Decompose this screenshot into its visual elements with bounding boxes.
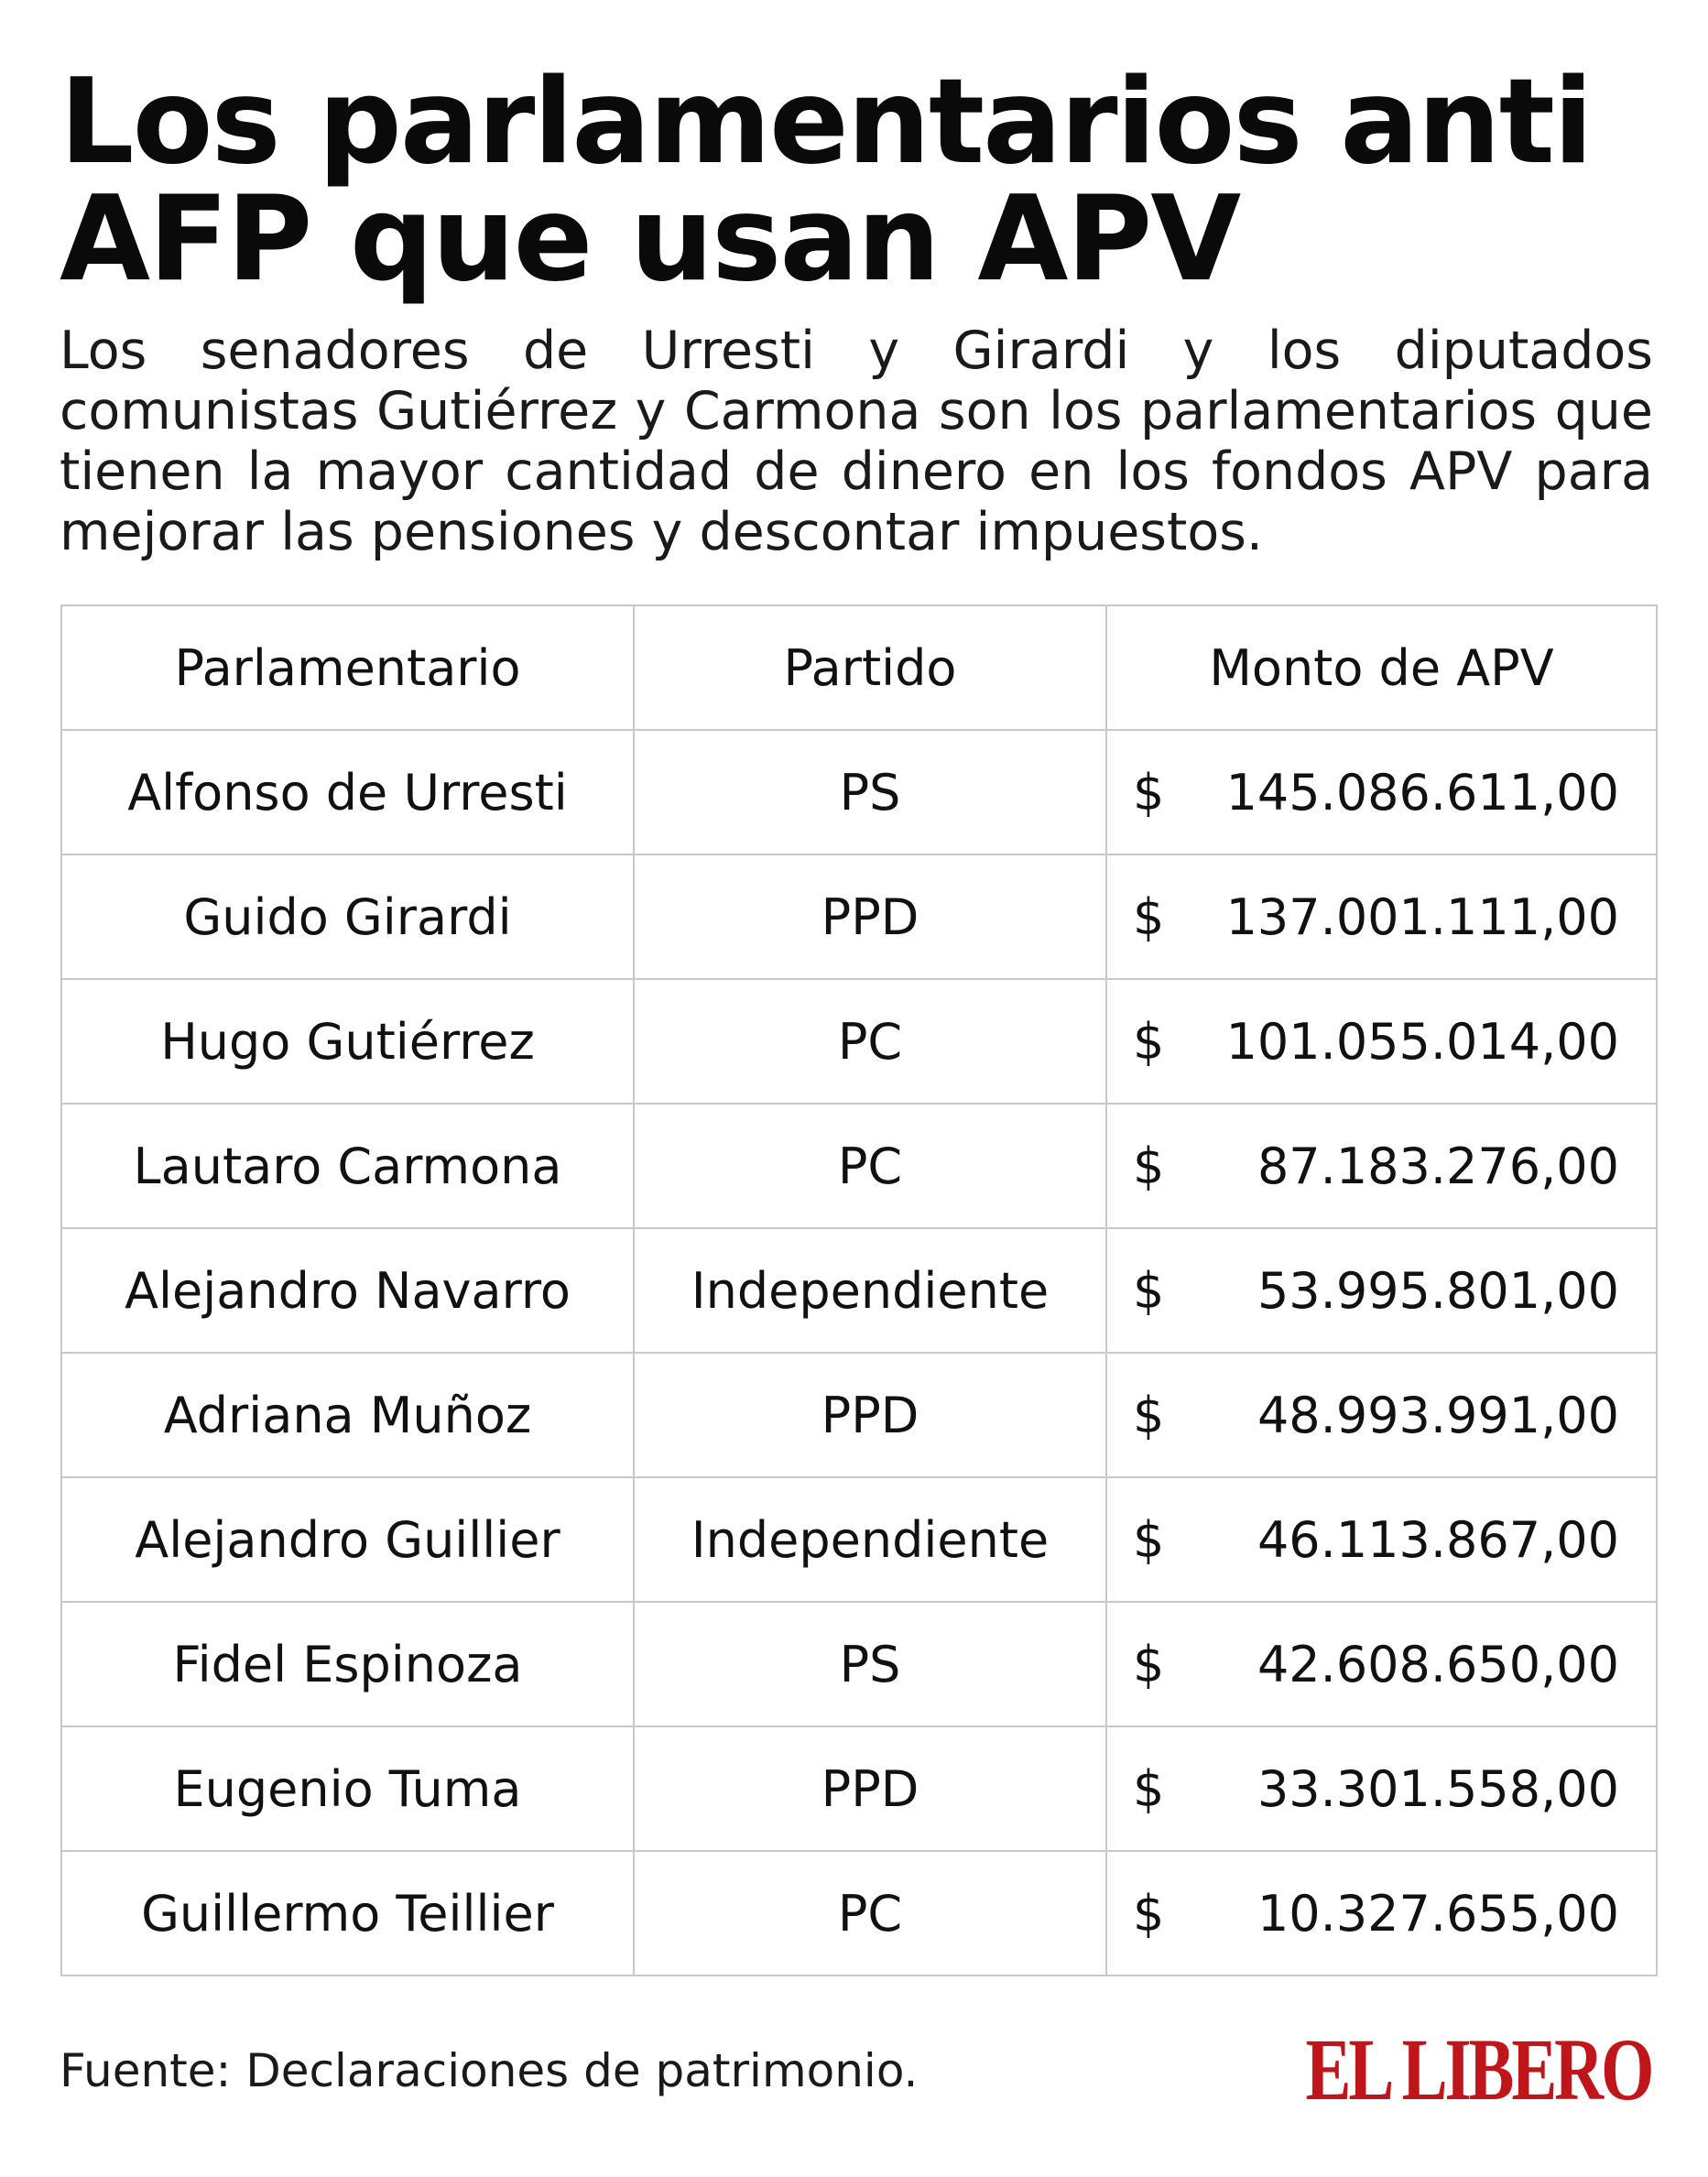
table-row [61,730,1657,854]
money-value [1107,1387,1656,1444]
table-row [61,979,1657,1104]
cell-monto [1106,730,1657,854]
cell-partido: PPD [634,1353,1106,1477]
currency-symbol: $ [1133,1635,1165,1693]
cell-parlamentario: Adriana Muñoz [61,1353,634,1477]
cell-parlamentario: Lautaro Carmona [61,1104,634,1228]
header-monto: Monto de APV [1106,605,1657,730]
amount-value: 145.086.611,00 [1225,763,1619,822]
table-row [61,1477,1657,1602]
currency-symbol: $ [1133,1012,1165,1071]
table-header-row [61,605,1657,730]
money-value [1107,764,1656,822]
table-row [61,1602,1657,1726]
table-row [61,1353,1657,1477]
table-row [61,854,1657,979]
amount-value: 101.055.014,00 [1225,1012,1619,1071]
table-body [61,730,1657,1976]
cell-partido: PC [634,979,1106,1104]
cell-monto [1106,1602,1657,1726]
cell-partido: PS [634,730,1106,854]
money-value [1107,1511,1656,1569]
header-parlamentario: Parlamentario [61,605,634,730]
money-value [1107,1636,1656,1693]
table-row [61,1726,1657,1851]
title-line-2: AFP que usan APV [60,171,1240,308]
page-title [60,54,1653,308]
cell-parlamentario: Guillermo Teillier [61,1851,634,1976]
header-partido: Partido [634,605,1106,730]
currency-symbol: $ [1133,1759,1165,1818]
cell-partido: PS [634,1602,1106,1726]
cell-parlamentario: Hugo Gutiérrez [61,979,634,1104]
cell-parlamentario: Alejandro Guillier [61,1477,634,1602]
amount-value: 137.001.111,00 [1225,887,1619,946]
money-value [1107,1760,1656,1818]
amount-value: 48.993.991,00 [1257,1386,1619,1444]
table-row [61,1228,1657,1353]
cell-parlamentario: Guido Girardi [61,854,634,979]
cell-monto [1106,1228,1657,1353]
infographic [60,54,1653,562]
subtitle: Los senadores de Urresti y Girardi y los diputados comunistas Gutiérrez y Carmona son los parlamentarios que tienen la mayor cantidad de dinero en los fondos APV para mejorar las pensiones y descontar impuestos. [60,321,1653,562]
amount-value: 46.113.867,00 [1257,1510,1619,1569]
cell-monto [1106,854,1657,979]
cell-partido: PPD [634,854,1106,979]
currency-symbol: $ [1133,887,1165,946]
cell-parlamentario: Alfonso de Urresti [61,730,634,854]
currency-symbol: $ [1133,763,1165,822]
cell-monto [1106,1851,1657,1976]
amount-value: 10.327.655,00 [1257,1884,1619,1943]
cell-parlamentario: Alejandro Navarro [61,1228,634,1353]
currency-symbol: $ [1133,1137,1165,1195]
cell-partido: PC [634,1104,1106,1228]
cell-partido: Independiente [634,1477,1106,1602]
cell-partido: Independiente [634,1228,1106,1353]
cell-parlamentario: Fidel Espinoza [61,1602,634,1726]
currency-symbol: $ [1133,1386,1165,1444]
cell-monto [1106,1477,1657,1602]
cell-monto [1106,1104,1657,1228]
money-value [1107,1137,1656,1195]
apv-table [60,604,1658,1976]
currency-symbol: $ [1133,1884,1165,1943]
currency-symbol: $ [1133,1510,1165,1569]
amount-value: 42.608.650,00 [1257,1635,1619,1693]
amount-value: 33.301.558,00 [1257,1759,1619,1818]
cell-partido: PC [634,1851,1106,1976]
amount-value: 87.183.276,00 [1257,1137,1619,1195]
cell-monto [1106,979,1657,1104]
money-value [1107,888,1656,946]
cell-partido: PPD [634,1726,1106,1851]
title-line-1: Los parlamentarios anti [60,54,1592,190]
table-row [61,1851,1657,1976]
currency-symbol: $ [1133,1261,1165,1320]
money-value [1107,1013,1656,1071]
amount-value: 53.995.801,00 [1257,1261,1619,1320]
cell-monto [1106,1353,1657,1477]
table-row [61,1104,1657,1228]
cell-monto [1106,1726,1657,1851]
money-value [1107,1262,1656,1320]
cell-parlamentario: Eugenio Tuma [61,1726,634,1851]
money-value [1107,1885,1656,1943]
source-note: Fuente: Declaraciones de patrimonio. [60,2044,919,2097]
el-libero-logo: EL LIBERO [1305,2020,1651,2118]
